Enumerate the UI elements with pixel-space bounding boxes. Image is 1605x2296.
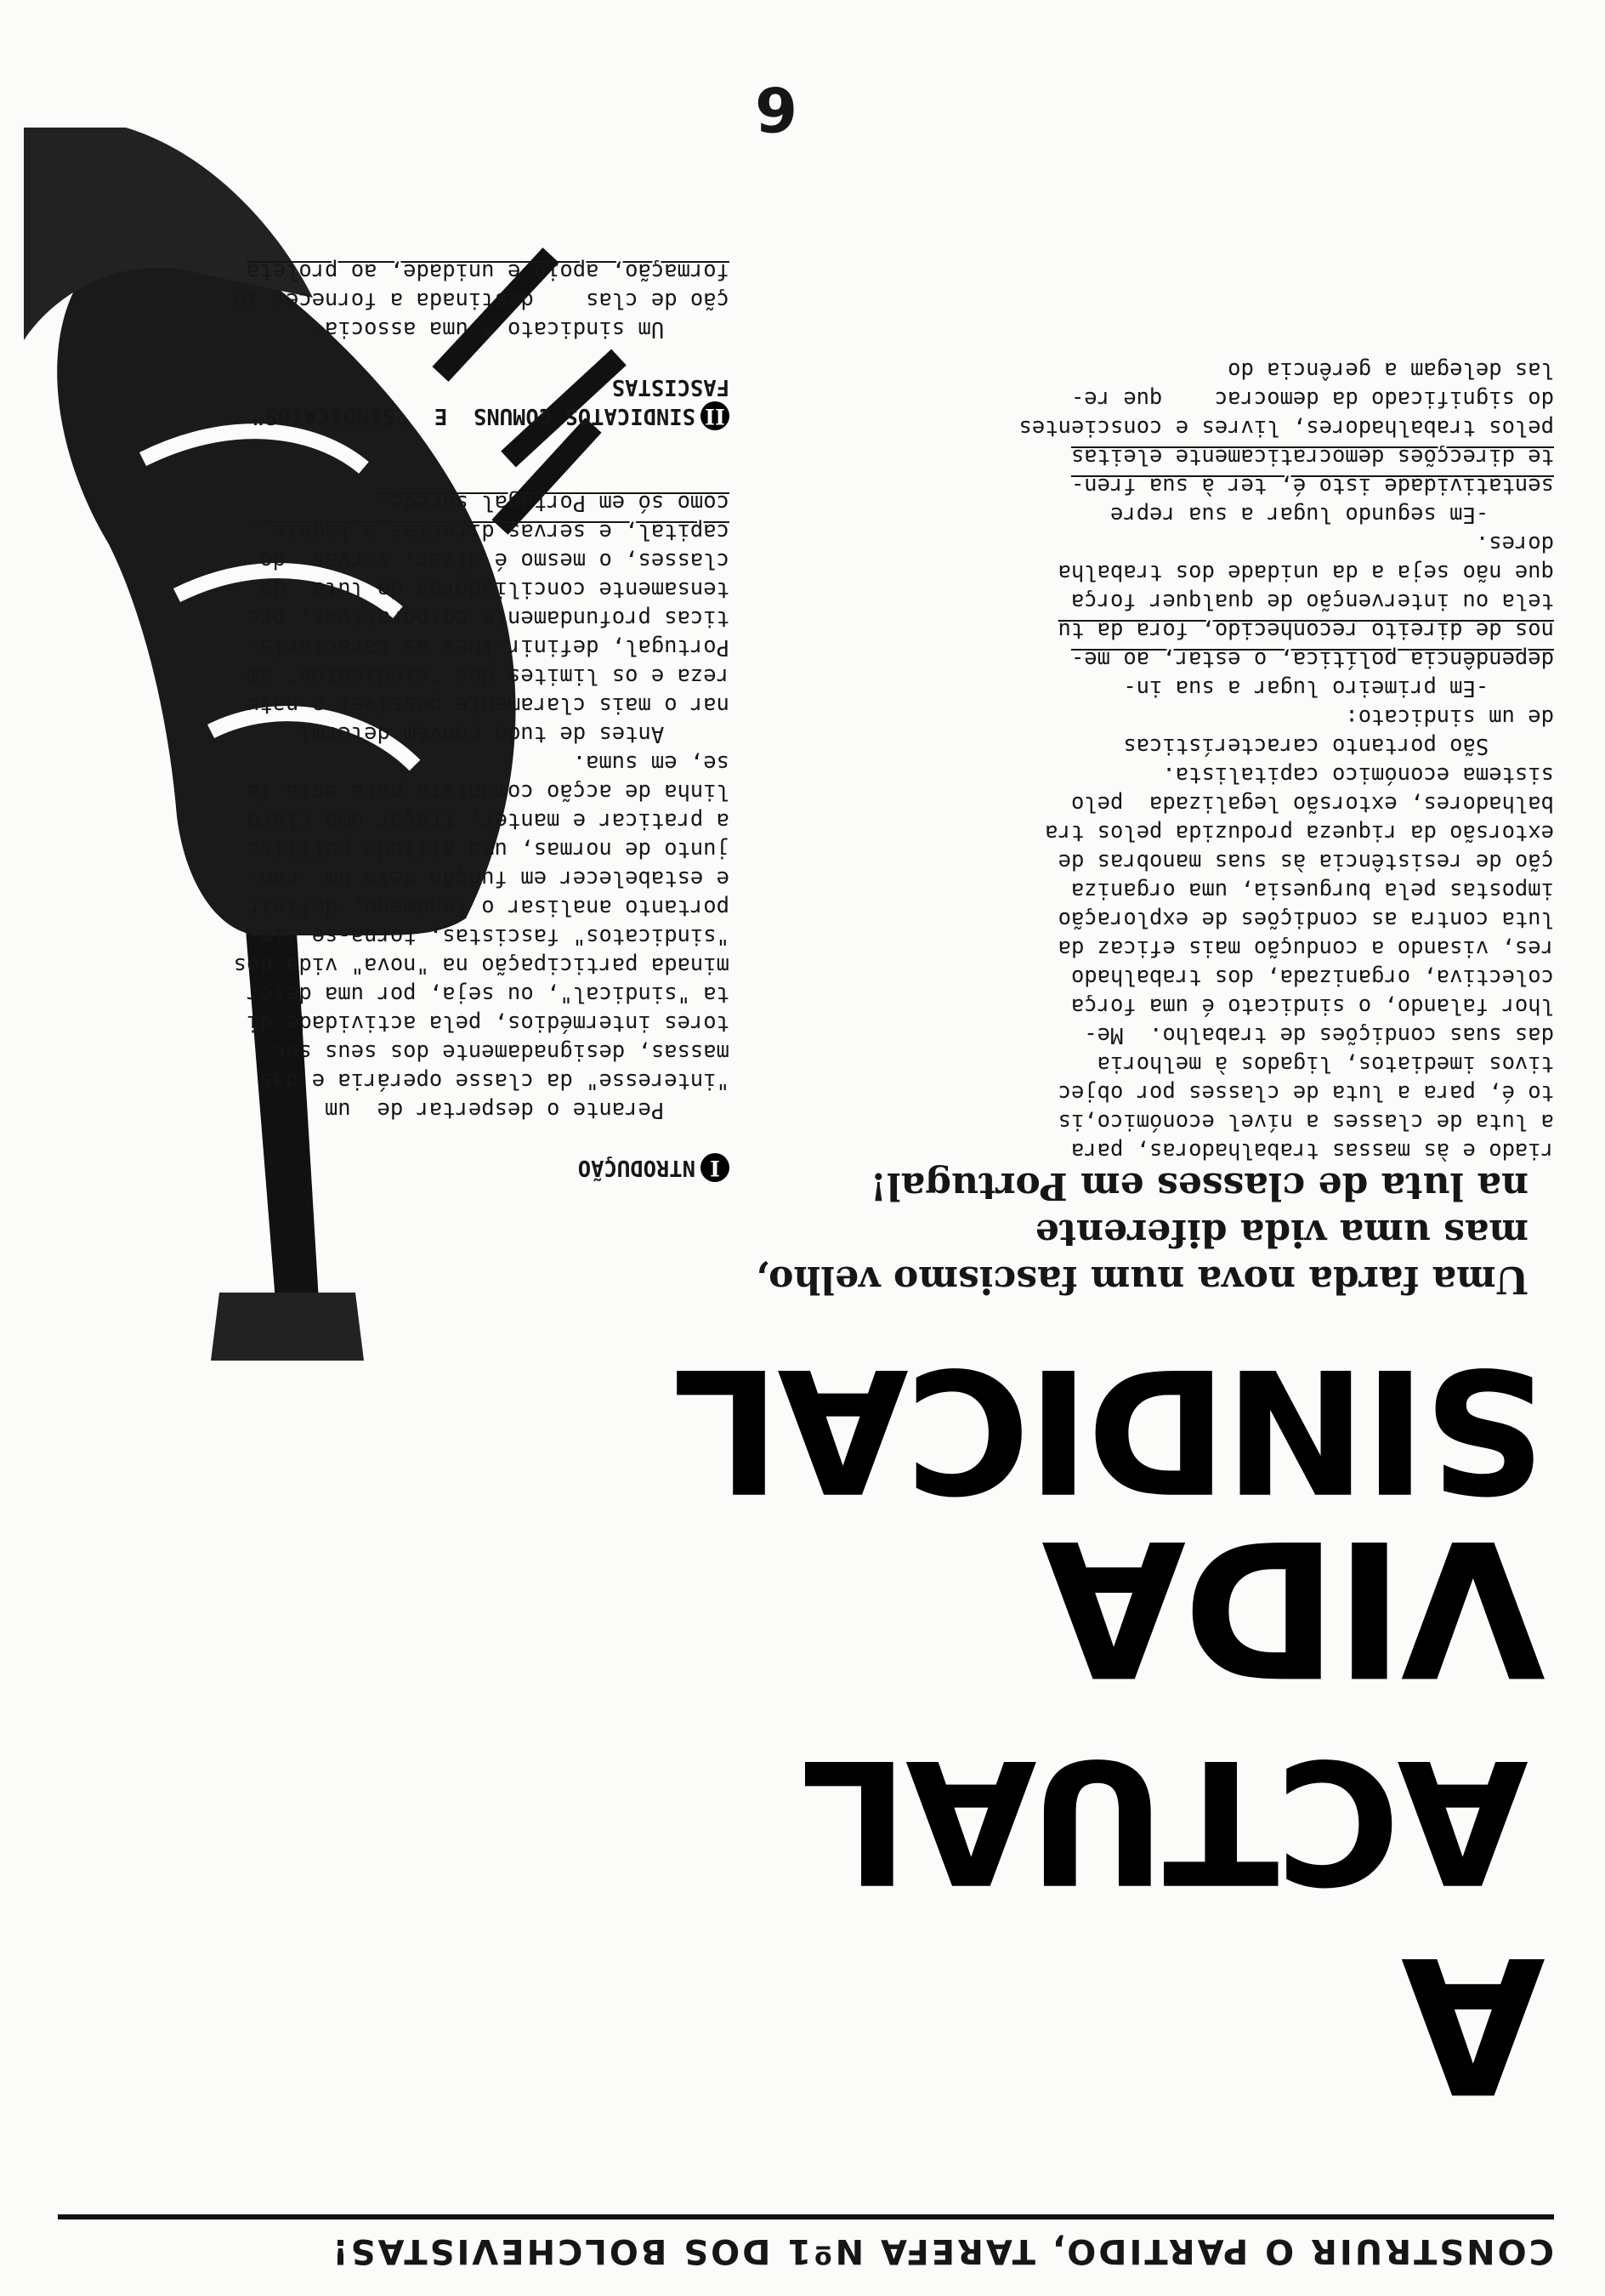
text-line: ção de resistência às suas manobras de: [1058, 849, 1554, 874]
dropcap-i: I: [700, 1153, 729, 1182]
text-line: São portanto características: [1123, 733, 1554, 759]
text-line: colectiva, organizada, dos trabalhado: [1070, 964, 1554, 990]
text-line: classes, o mesmo é dizer, servas do: [259, 548, 729, 573]
text-line: res, visando a condução mais eficaz da: [1058, 935, 1554, 961]
text-line: impostas pela burguesia, uma organiza: [1070, 878, 1554, 903]
text-line: te direcções democraticamente eleitas: [1070, 444, 1554, 469]
text-line: formação, apoio e unidade, ao proleta: [246, 259, 729, 284]
text-line: to é, para a luta de classes por objec: [1058, 1080, 1554, 1105]
text-line: junto de normas, uma atitude política: [246, 837, 729, 862]
text-line: ticas profundamente corporativas, pre: [246, 605, 729, 631]
text-line: balhadores, extorsão legalizada pelo: [1070, 791, 1554, 816]
section-title: NTRODUÇÃO: [577, 1155, 695, 1180]
right-column: [49, 257, 729, 1182]
text-line: las delegam a gerência do: [1228, 357, 1554, 383]
text-line: lhor falando, o sindicato é uma força: [1070, 993, 1554, 1019]
headline-word-actual: ACTUAL: [803, 1721, 1528, 1919]
text-line: "sindicatos" fascistas, torna-se im-: [246, 924, 729, 949]
headline-word-sindical: SINDICAL: [675, 1330, 1545, 1528]
subtitle-line: Uma farda nova num fascismo velho,: [755, 1258, 1528, 1301]
text-line: Um sindicato é uma associa-: [311, 316, 729, 342]
text-line: -Em primeiro lugar a sua in-: [1123, 675, 1554, 701]
text-line: Perante o despertar de um: [325, 1097, 729, 1122]
text-line: sentatividade isto é, ter à sua fren-: [1070, 473, 1554, 498]
text-line: pelos trabalhadores, livres e conscientes: [1018, 415, 1554, 440]
text-line: nar o mais claramente possível a natu: [246, 692, 729, 718]
text-line: de um sindicato:: [1345, 704, 1554, 730]
text-line: -Em segundo lugar a sua repre: [1110, 502, 1554, 527]
text-line: tivos imediatos, ligados à melhoria: [1097, 1051, 1554, 1077]
text-line: luta contra as condições de exploração: [1058, 906, 1554, 932]
text-line: ção de clas destinada a fornecer in: [233, 287, 729, 313]
text-line: dores.: [1475, 531, 1554, 556]
text-line: riado e às massas trabalhadoras, para: [1070, 1138, 1554, 1163]
subtitle-line: na luta de classes em Portugal!: [870, 1164, 1528, 1208]
banner-rule: [58, 2214, 1554, 2219]
left-column: [806, 355, 1554, 1165]
hammer-head: [211, 1293, 364, 1361]
text-line: portanto analisar o fenómeno, definir: [246, 895, 729, 920]
section-title: SINDICATOS COMUNS E "SINDICATOS": [252, 403, 695, 429]
text-line: a praticar e manter, traçar uma clara: [246, 808, 729, 833]
section-title-continued: FASCISTAS: [611, 374, 729, 400]
text-line: tensamente conciliadoras da luta de: [259, 577, 729, 602]
text-line: a luta de classes a nível económico,is: [1058, 1109, 1554, 1134]
text-line: que não seja a da unidade dos trabalha: [1058, 560, 1554, 585]
text-line: linha de acção comunista para esta fa: [246, 779, 729, 804]
text-line: sistema económico capitalista.: [1162, 762, 1554, 787]
text-line: nos de direito reconhecido, fora da tu: [1058, 617, 1554, 643]
text-line: tores intermédios, pela actividade di: [246, 1010, 729, 1036]
text-line: se, em suma.: [572, 750, 729, 776]
text-line: minada participação na "nova" vida dos: [233, 952, 729, 978]
text-line: extorsão da riqueza produzida pelos tra: [1045, 820, 1554, 845]
headline-word-vida: VIDA: [1045, 1498, 1545, 1716]
page-number: 6: [754, 73, 797, 145]
subtitle-line: mas uma vida diferente: [1035, 1211, 1528, 1254]
text-line: ta "sindical", ou seja, por uma deter: [246, 981, 729, 1007]
text-line: das suas condições de trabalho. Me-: [1084, 1022, 1554, 1048]
section-heading-sindicatos: [49, 401, 729, 430]
text-line: "interesse" da classe operária e das: [259, 1068, 729, 1094]
text-line: como só em Portugal sucede.: [377, 490, 729, 515]
text-line: tela ou intervenção de qualquer força: [1070, 588, 1554, 614]
text-line: dependência política, o estar, ao me-: [1070, 646, 1554, 672]
text-line: Antes de tudo convém determi: [298, 721, 729, 747]
text-line: reza e os limites dos "sindicatos" em: [246, 663, 729, 689]
section-heading-introducao: [49, 1153, 729, 1182]
headline-word-a: A: [1404, 1915, 1545, 2133]
text-line: capital, e servas directas e legais ,: [246, 519, 729, 544]
text-line: do significado da democrac que re-: [1070, 386, 1554, 412]
dropcap-ii: II: [700, 401, 729, 430]
slogan-banner: CONSTRUIR O PARTIDO, TAREFA Nº1 DOS BOLCHEVISTAS!: [330, 2231, 1554, 2270]
text-line: Portugal, definir-lhes as caracterís-: [246, 634, 729, 660]
text-line: massas, designadamente dos seus sec: [272, 1039, 729, 1065]
text-line: e estabelecer em função dele um con-: [246, 866, 729, 891]
